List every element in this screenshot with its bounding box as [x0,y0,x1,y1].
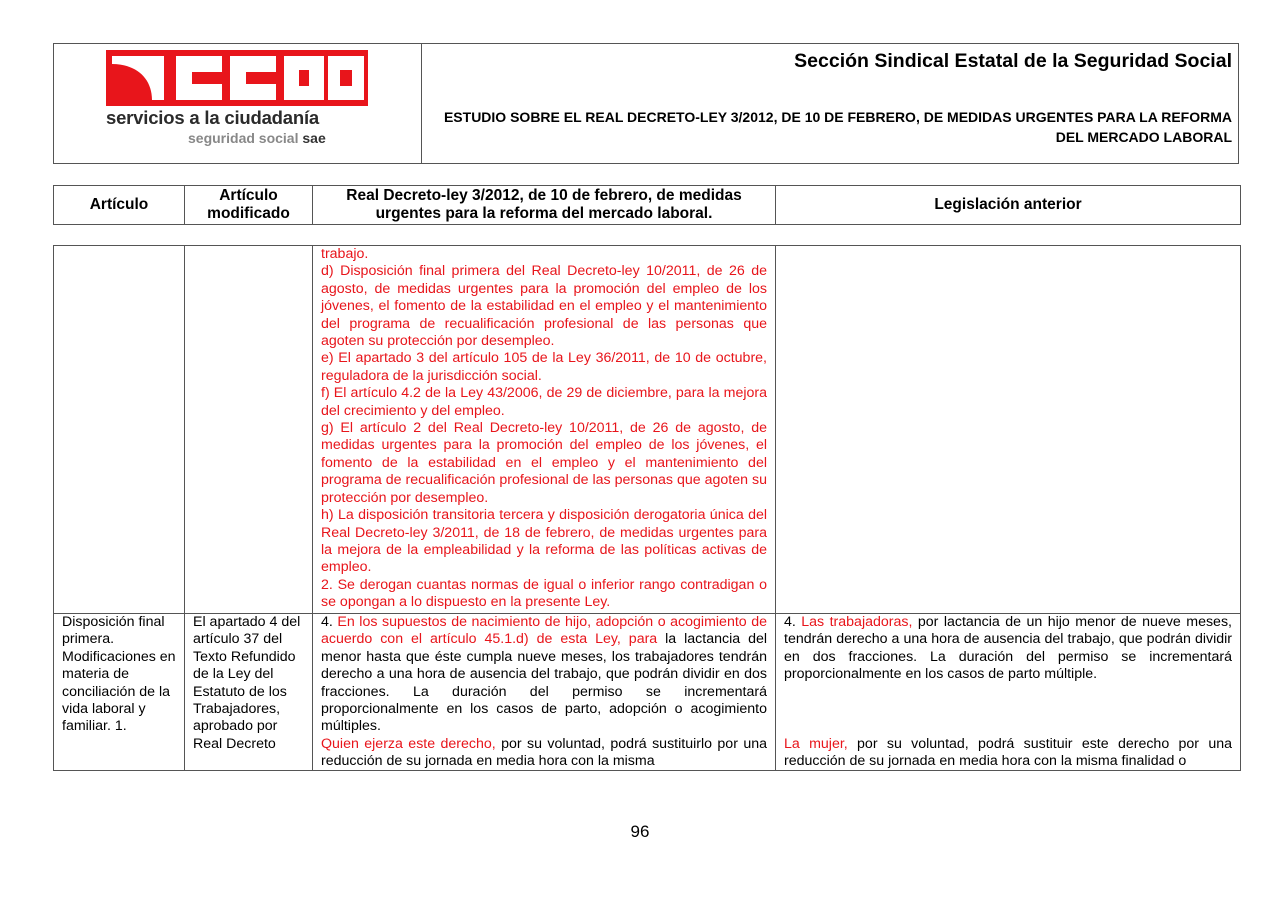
paragraph: h) La disposición transitoria tercera y disposición derogatoria única del Real Decreto-ley 3/2011, de 18 de febrero, de medidas urgentes para la mejora de la empleabilidad y la reforma de las políticas activas de empleo. [321,507,767,576]
ccoo-logo-icon [106,50,368,106]
col-articulo: Artículo [54,186,185,225]
section-title: Sección Sindical Estatal de la Seguridad Social [794,50,1232,72]
cell-articulo: Disposición final primera. Modificaciones en materia de conciliación de la vida laboral y familiar. 1. [54,614,185,771]
cell-legislacion [776,246,1241,614]
column-header-table [53,185,1241,225]
cell-modificado: El apartado 4 del artículo 37 del Texto Refundido de la Ley del Estatuto de los Trabajadores, aprobado por Real Decreto [185,614,313,771]
paragraph: trabajo. [321,246,369,262]
cell-articulo [54,246,185,614]
cell-modificado [185,246,313,614]
page-number: 96 [630,822,650,841]
logo-subtagline: seguridad social sae [188,130,326,146]
paragraph: 4. Las trabajadoras, por lactancia de un hijo menor de nueve meses, tendrán derecho a una hora de ausencia del trabajo, que podrán dividir en dos fracciones. La duración del permiso se incrementará proporcionalmente en los casos de parto múltiple. [784,614,1232,683]
comparison-table [53,245,1241,771]
col-real-decreto: Real Decreto-ley 3/2012, de 10 de febrero, de medidas urgentes para la reforma del mercado laboral. [313,186,776,225]
study-title: ESTUDIO SOBRE EL REAL DECRETO-LEY 3/2012, DE 10 DE FEBRERO, DE MEDIDAS URGENTES PARA LA REFORMA DEL MERCADO LABORAL [443,109,1232,145]
paragraph: Quien ejerza este derecho, por su voluntad, podrá sustituirlo por una reducción de su jornada en media hora con la misma [321,735,767,770]
paragraph: d) Disposición final primera del Real Decreto-ley 10/2011, de 26 de agosto, de medidas urgentes para la promoción del empleo de los jóvenes, el fomento de la estabilidad en el empleo y el mantenimiento del programa de recualificación profesional de las personas que agoten su protección por desempleo. [321,263,767,350]
cell-real-decreto [313,246,776,614]
paragraph: g) El artículo 2 del Real Decreto-ley 10/2011, de 26 de agosto, de medidas urgentes para la promoción del empleo de los jóvenes, el fomento de la estabilidad en el empleo y el mantenimiento del programa de recualificación profesional de las personas que agoten su protección por desempleo. [321,420,767,506]
cell-legislacion [776,614,1241,771]
paragraph: 2. Se derogan cuantas normas de igual o inferior rango contradigan o se opongan a lo dispuesto en la presente Ley. [321,576,767,611]
table-row [54,246,1241,614]
document-header [53,43,1239,164]
logo-tagline: servicios a la ciudadanía [106,107,319,128]
table-row [54,614,1241,771]
paragraph: e) El apartado 3 del artículo 105 de la Ley 36/2011, de 10 de octubre, reguladora de la jurisdicción social. [321,350,767,384]
cell-real-decreto [313,614,776,771]
col-articulo-modificado: Artículo modificado [185,186,313,225]
title-cell [422,44,1238,163]
paragraph: La mujer, por su voluntad, podrá sustituir este derecho por una reducción de su jornada en media hora con la misma finalidad o [784,735,1232,770]
logo-cell [54,44,422,163]
paragraph: 4. En los supuestos de nacimiento de hijo, adopción o acogimiento de acuerdo con el artículo 45.1.d) de esta Ley, para la lactancia del menor hasta que éste cumpla nueve meses, los trabajadores tendrán derecho a una hora de ausencia del trabajo, que podrán dividir en dos fracciones. La duración del permiso se incrementará proporcionalmente en los casos de parto, adopción o acogimiento múltiples. [321,614,767,735]
paragraph: f) El artículo 4.2 de la Ley 43/2006, de 29 de diciembre, para la mejora del crecimiento y del empleo. [321,385,767,419]
col-legislacion-anterior: Legislación anterior [776,186,1241,225]
